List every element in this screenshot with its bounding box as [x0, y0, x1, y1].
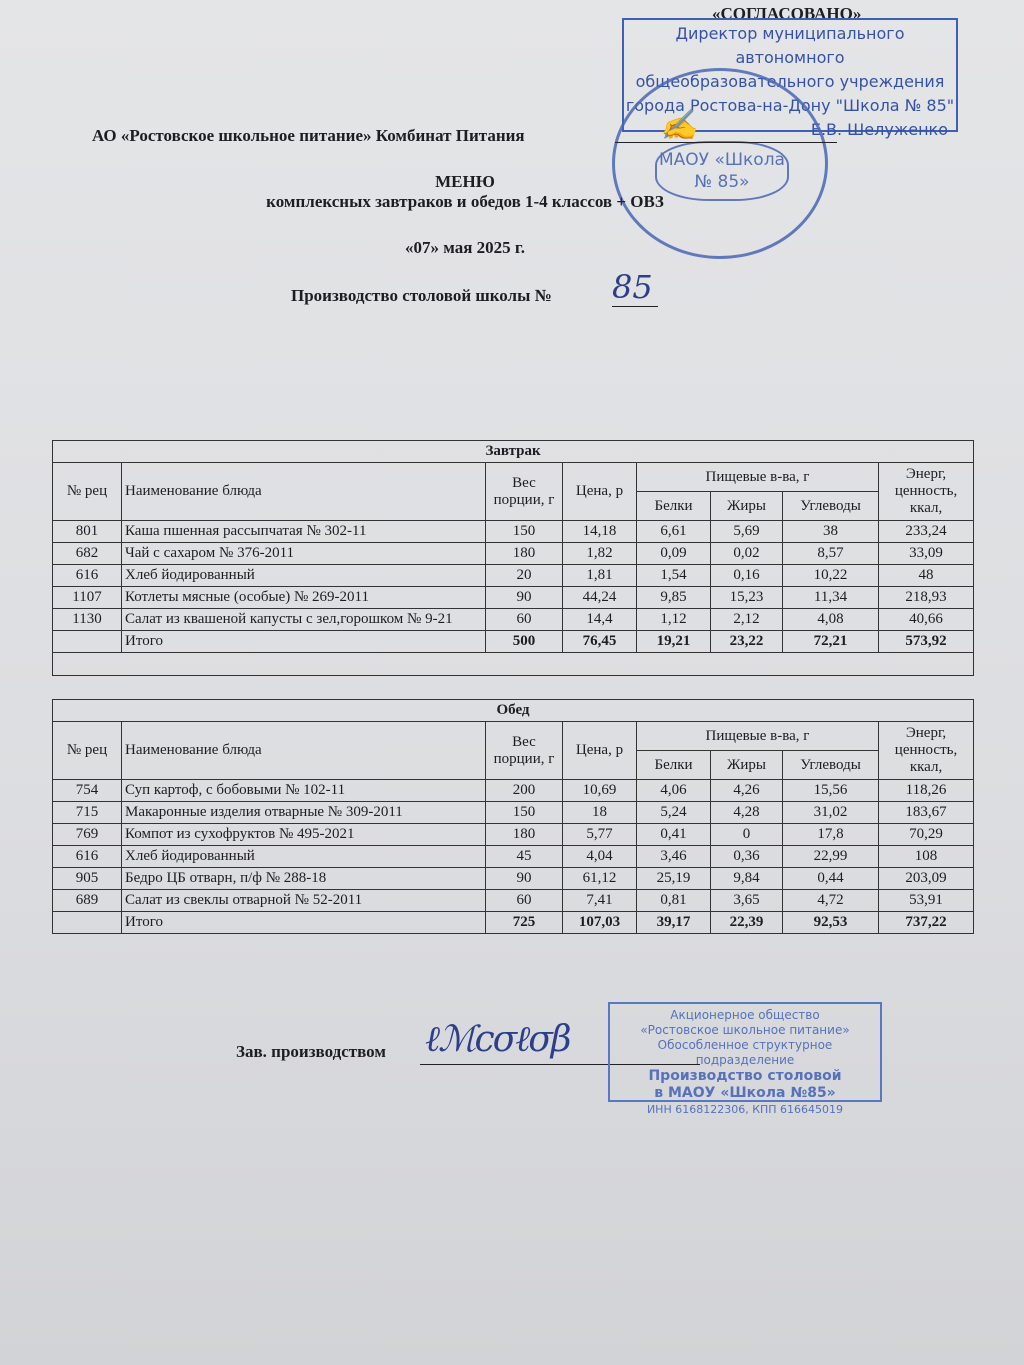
table-cell: 801 [53, 521, 122, 543]
table-cell: 7,41 [563, 890, 637, 912]
table-cell: 0,02 [711, 543, 783, 565]
table-cell: 8,57 [783, 543, 879, 565]
table-cell: 2,12 [711, 609, 783, 631]
table-cell: Салат из свеклы отварной № 52-2011 [122, 890, 486, 912]
table-cell: 203,09 [879, 868, 974, 890]
manager-signature: ℓℳсσℓσβ [425, 1019, 570, 1060]
table-cell: 616 [53, 846, 122, 868]
col-header: Вес порции, г [486, 722, 563, 780]
table-cell: 38 [783, 521, 879, 543]
col-header: № рец [53, 463, 122, 521]
table-cell: 689 [53, 890, 122, 912]
col-header: Энерг, ценность, ккал, [879, 722, 974, 780]
table-cell: 70,29 [879, 824, 974, 846]
table-cell: 107,03 [563, 912, 637, 934]
table-cell: 23,22 [711, 631, 783, 653]
table-cell: Чай с сахаром № 376-2011 [122, 543, 486, 565]
table-cell: Каша пшенная рассыпчатая № 302-11 [122, 521, 486, 543]
table-cell: 905 [53, 868, 122, 890]
table-cell: 45 [486, 846, 563, 868]
table-cell: 10,22 [783, 565, 879, 587]
stamp-line: Обособленное структурное подразделение [657, 1038, 833, 1067]
table-cell: 9,85 [637, 587, 711, 609]
table-cell: 725 [486, 912, 563, 934]
table-cell: 17,8 [783, 824, 879, 846]
table-cell: 4,72 [783, 890, 879, 912]
table-cell: 61,12 [563, 868, 637, 890]
table-cell: Котлеты мясные (особые) № 269-2011 [122, 587, 486, 609]
table-cell: 150 [486, 802, 563, 824]
table-row [53, 868, 974, 890]
table-cell: 769 [53, 824, 122, 846]
table-cell: 1130 [53, 609, 122, 631]
table-row [53, 565, 974, 587]
table-row [53, 890, 974, 912]
table-cell: 15,56 [783, 780, 879, 802]
table-cell: 22,99 [783, 846, 879, 868]
col-header: Белки [637, 492, 711, 521]
table-cell: 14,18 [563, 521, 637, 543]
col-header: Цена, р [563, 463, 637, 521]
table-cell: Салат из квашеной капусты с зел,горошком № 9-21 [122, 609, 486, 631]
table-cell: 5,69 [711, 521, 783, 543]
table-cell: 0,44 [783, 868, 879, 890]
table-cell: 4,28 [711, 802, 783, 824]
col-header: Жиры [711, 492, 783, 521]
doc-subtitle: комплексных завтраков и обедов 1-4 классов + ОВЗ [266, 192, 664, 211]
table-cell: 108 [879, 846, 974, 868]
stamp-line: города Ростова-на-Дону "Школа № 85" [625, 96, 955, 115]
table-cell: 500 [486, 631, 563, 653]
stamp-line: Акционерное общество [670, 1008, 820, 1022]
table-cell [53, 631, 122, 653]
table-cell: 44,24 [563, 587, 637, 609]
stamp-line: в МАОУ «Школа №85» [654, 1085, 836, 1101]
table-cell: 0,36 [711, 846, 783, 868]
round-seal [612, 68, 828, 259]
stamp-line: Директор муниципального автономного [675, 24, 905, 67]
table-row [53, 846, 974, 868]
col-header: Углеводы [783, 492, 879, 521]
table-cell: 40,66 [879, 609, 974, 631]
table-cell: 15,23 [711, 587, 783, 609]
manager-label: Зав. производством [236, 1042, 386, 1061]
table-cell: 0,81 [637, 890, 711, 912]
table-cell: 150 [486, 521, 563, 543]
table-cell: 33,09 [879, 543, 974, 565]
table-row [53, 824, 974, 846]
doc-title: МЕНЮ [435, 172, 495, 191]
col-header: Наименование блюда [122, 722, 486, 780]
school-number: 85 [612, 268, 658, 307]
table-row [53, 543, 974, 565]
stamp-line: общеобразовательного учреждения [635, 72, 945, 91]
table-cell: 200 [486, 780, 563, 802]
table-cell: 3,65 [711, 890, 783, 912]
table-cell: 715 [53, 802, 122, 824]
table-row [53, 780, 974, 802]
col-header: Вес порции, г [486, 463, 563, 521]
table-row [53, 802, 974, 824]
table-cell: 5,24 [637, 802, 711, 824]
table-cell: 616 [53, 565, 122, 587]
spacer-row [53, 653, 974, 676]
table-cell: 5,77 [563, 824, 637, 846]
table-cell: 53,91 [879, 890, 974, 912]
organization: АО «Ростовское школьное питание» Комбинат Питания [92, 126, 525, 145]
table-cell: 1,12 [637, 609, 711, 631]
section-title: Обед [53, 700, 974, 722]
table-cell: 218,93 [879, 587, 974, 609]
col-header: Жиры [711, 751, 783, 780]
table-cell: 1,54 [637, 565, 711, 587]
table-cell: 31,02 [783, 802, 879, 824]
lunch-table [52, 699, 974, 934]
table-row [53, 521, 974, 543]
table-cell: 183,67 [879, 802, 974, 824]
table-cell: 76,45 [563, 631, 637, 653]
doc-date: «07» мая 2025 г. [405, 238, 525, 257]
table-cell: Суп картоф, с бобовыми № 102-11 [122, 780, 486, 802]
table-cell: 19,21 [637, 631, 711, 653]
col-header: Пищевые в-ва, г [637, 722, 879, 751]
table-cell: 60 [486, 609, 563, 631]
table-cell: 72,21 [783, 631, 879, 653]
table-cell: 11,34 [783, 587, 879, 609]
table-cell: Итого [122, 912, 486, 934]
col-header: Цена, р [563, 722, 637, 780]
table-cell: 682 [53, 543, 122, 565]
table-cell: 90 [486, 868, 563, 890]
director-signature: ✍ [660, 108, 698, 143]
seal-text: МАОУ «Школа № 85» [655, 141, 789, 201]
table-cell: Компот из сухофруктов № 495-2021 [122, 824, 486, 846]
table-cell: Хлеб йодированный [122, 565, 486, 587]
production-label: Производство столовой школы № [291, 286, 552, 305]
table-cell: 92,53 [783, 912, 879, 934]
table-cell: 0,41 [637, 824, 711, 846]
table-cell: 754 [53, 780, 122, 802]
table-cell: 180 [486, 543, 563, 565]
signature-line [615, 142, 837, 143]
table-cell: 0 [711, 824, 783, 846]
table-cell: 118,26 [879, 780, 974, 802]
stamp-line: «Ростовское школьное питание» [640, 1023, 850, 1037]
table-cell: 1,81 [563, 565, 637, 587]
table-cell: 4,06 [637, 780, 711, 802]
table-cell [53, 912, 122, 934]
table-cell: 22,39 [711, 912, 783, 934]
table-cell: 6,61 [637, 521, 711, 543]
table-cell: 10,69 [563, 780, 637, 802]
table-cell: 25,19 [637, 868, 711, 890]
table-cell: 1,82 [563, 543, 637, 565]
stamp-line: Е.В. Шелуженко [810, 120, 948, 139]
col-header: Энерг, ценность, ккал, [879, 463, 974, 521]
table-cell: 90 [486, 587, 563, 609]
col-header: Углеводы [783, 751, 879, 780]
table-row [53, 609, 974, 631]
stamp-line: Производство столовой [648, 1068, 842, 1084]
table-cell: 0,16 [711, 565, 783, 587]
table-cell: 9,84 [711, 868, 783, 890]
col-header: Наименование блюда [122, 463, 486, 521]
table-cell: 573,92 [879, 631, 974, 653]
table-cell: 0,09 [637, 543, 711, 565]
approval-label: «СОГЛАСОВАНО» [712, 4, 862, 23]
table-cell: Итого [122, 631, 486, 653]
table-cell: Бедро ЦБ отварн, п/ф № 288-18 [122, 868, 486, 890]
total-row [53, 912, 974, 934]
table-cell: Макаронные изделия отварные № 309-2011 [122, 802, 486, 824]
section-title: Завтрак [53, 441, 974, 463]
table-cell: 39,17 [637, 912, 711, 934]
table-cell: 737,22 [879, 912, 974, 934]
table-cell: Хлеб йодированный [122, 846, 486, 868]
total-row [53, 631, 974, 653]
table-cell: 4,26 [711, 780, 783, 802]
table-cell: 60 [486, 890, 563, 912]
table-cell: 48 [879, 565, 974, 587]
table-cell: 20 [486, 565, 563, 587]
table-cell: 3,46 [637, 846, 711, 868]
col-header: № рец [53, 722, 122, 780]
stamp-line: ИНН 6168122306, КПП 616645019 [646, 1103, 844, 1116]
table-cell: 14,4 [563, 609, 637, 631]
table-cell: 4,04 [563, 846, 637, 868]
table-cell: 233,24 [879, 521, 974, 543]
col-header: Пищевые в-ва, г [637, 463, 879, 492]
table-row [53, 587, 974, 609]
breakfast-table [52, 440, 974, 676]
table-cell: 180 [486, 824, 563, 846]
table-cell: 18 [563, 802, 637, 824]
production-stamp [608, 1002, 882, 1116]
table-cell: 4,08 [783, 609, 879, 631]
table-cell: 1107 [53, 587, 122, 609]
col-header: Белки [637, 751, 711, 780]
